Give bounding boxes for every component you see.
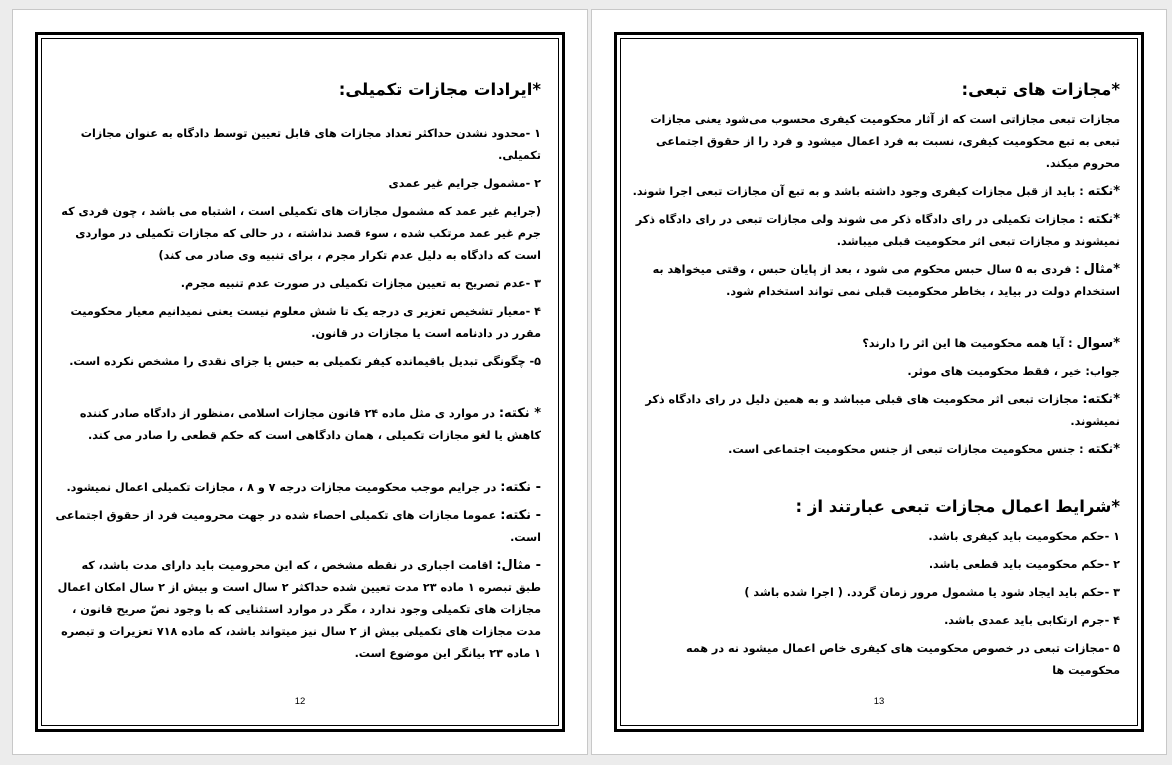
page-number: 13 [873,696,885,707]
list-item: ۳ -حکم باید ایجاد شود یا مشمول مرور زمان گردد. ( اجرا شده باشد ) [744,586,1120,599]
note-label: *نکته [1087,442,1120,457]
document-page-13 [591,9,1167,755]
note-label: *نکته [1087,184,1120,199]
note-paragraph [632,181,1120,203]
note-label: - نکته: [500,480,541,495]
example-paragraph [53,555,541,665]
note-label: * نکته: [498,406,541,421]
question-text: : آیا همه محکومیت ها این اثر را دارند؟ [862,337,1077,350]
list-item: ۵- چگونگی تبدیل باقیمانده کیفر تکمیلی به حبس یا جزای نقدی را مشخص نکرده است. [69,355,541,368]
conditions-title: *شرایط اعمال مجازات تبعی عبارتند از : [795,497,1120,516]
note-text: : جنس محکومیت مجازات تبعی از جنس محکومیت اجتماعی است. [728,443,1088,456]
example-text: : فردی به ۵ سال حبس محکوم می شود ، بعد از پایان حبس ، وقتی میخواهد به استخدام دولت در بیاید ، بخاطر محکومیت قبلی نمی تواند استخدام شود. [652,263,1120,298]
section-title: *ایرادات مجازات تکمیلی: [338,80,541,99]
list-item: ۲ -مشمول جرایم غیر عمدی [388,177,541,190]
example-text: اقامت اجباری در نقطه مشخص ، که این محرومیت باید دارای مدت باشد، که طبق تبصره ۱ ماده ۲۳ مدت تعیین شده حداکثر ۲ سال است و بیش از ۲ سال امکان اعمال مجازات های تکمیلی وجود ندارد ، مگر در موارد استثنایی که با وجود نصّ صریح قانون ، مدت مجازات های تکمیلی بیش از ۲ سال نیز میتواند باشد، که ماده ۷۱۸ تعزیرات و تبصره ۱ ماده ۲۳ بیانگر این موضوع است. [57,559,541,660]
list-item: (جرایم غیر عمد که مشمول مجازات های تکمیلی است ، اشتباه می باشد ، چون فردی که جرم غیر عمد مرتکب شده ، سوء قصد نداشته ، در حالی که مجازات تکمیلی در مواردی است که دادگاه به دلیل عدم تکرار مجرم ، برای تنبیه وی صادر می کند) [61,205,541,262]
note-label: - نکته: [500,508,541,523]
list-item: ۴ -معیار تشخیص تعزیر ی درجه یک تا شش معلوم نیست یعنی نمیدانیم معیار محکومیت مقرر در دادنامه است یا مجازات در قانون. [70,305,541,340]
list-item: ۳ -عدم تصریح به تعیین مجازات تکمیلی در صورت عدم تنبیه مجرم. [180,277,541,290]
note-paragraph [632,209,1120,253]
note-text: مجازات تبعی اثر محکومیت های قبلی میباشد و به همین دلیل در رای دادگاه ذکر نمیشوند. [645,393,1120,428]
list-item: ۴ -جرم ارتکابی باید عمدی باشد. [944,614,1120,627]
example-label: *مثال [1083,262,1120,277]
note-text: : باید از قبل مجازات کیفری وجود داشته باشد و به تبع آن مجازات تبعی اجرا شوند. [632,185,1088,198]
list-item: ۵ -مجازات تبعی در خصوص محکومیت های کیفری خاص اعمال میشود نه در همه محکومیت ها [686,642,1120,677]
section-title: *مجازات های تبعی: [961,80,1120,99]
question-label: *سوال [1076,336,1120,351]
note-text: عموما مجازات های تکمیلی احصاء شده در جهت محرومیت فرد از حقوق اجتماعی است. [55,509,541,544]
question-paragraph [632,333,1120,355]
note-paragraph [632,439,1120,461]
note-label: *نکته: [1082,392,1120,407]
note-paragraph [53,403,541,447]
page-content [632,74,1120,682]
example-paragraph [632,259,1120,303]
note-paragraph [53,477,541,499]
list-item: ۱ -محدود نشدن حداکثر تعداد مجازات های قابل تعیین توسط دادگاه به عنوان مجازات تکمیلی. [80,127,541,162]
note-paragraph [53,505,541,549]
intro-paragraph: مجازات تبعی مجازاتی است که از آثار محکومیت کیفری محسوب می‌شود یعنی مجازات تبعی به تبع محکومیت کیفری، نسبت به فرد اعمال میشود و فرد را از حقوق اجتماعی محروم میکند. [650,113,1120,170]
list-item: ۲ -حکم محکومیت باید قطعی باشد. [928,558,1120,571]
page-number: 12 [294,696,306,707]
document-page-12 [12,9,588,755]
note-paragraph [632,389,1120,433]
list-item: ۱ -حکم محکومیت باید کیفری باشد. [928,530,1120,543]
note-text: : مجازات تکمیلی در رای دادگاه ذکر می شوند ولی مجازات تبعی در رای دادگاه ذکر نمیشوند و مجازات تبعی اثر محکومیت قبلی میباشد. [635,213,1120,248]
note-text: در موارد ی مثل ماده ۲۴ قانون مجازات اسلامی ،منظور از دادگاه صادر کننده کاهش یا لغو مجازات تکمیلی ، همان دادگاهی است که حکم قطعی را صادر می کند. [79,407,541,442]
example-label: - مثال: [496,558,541,573]
note-text: در جرایم موجب محکومیت مجازات درجه ۷ و ۸ ، مجازات تکمیلی اعمال نمیشود. [66,481,501,494]
page-content [53,74,541,665]
answer-paragraph: جواب: خیر ، فقط محکومیت های موثر. [907,365,1120,378]
note-label: *نکته [1087,212,1120,227]
